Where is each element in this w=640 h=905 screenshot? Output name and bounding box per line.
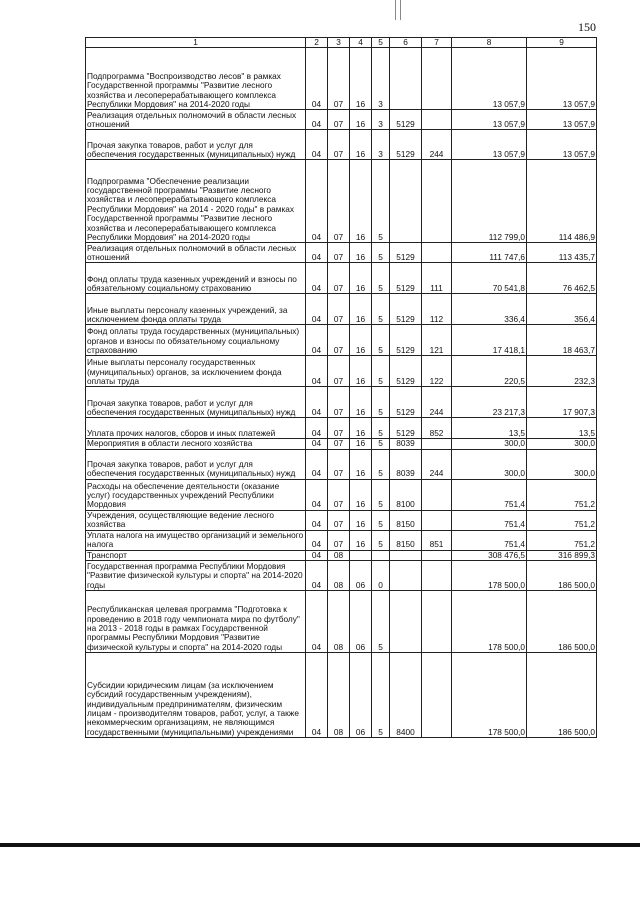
cell-c2: 04 — [306, 653, 328, 738]
cell-c8: 220,5 — [452, 356, 527, 387]
cell-c6: 8039 — [390, 439, 422, 449]
cell-c6: 8100 — [390, 479, 422, 510]
table-row — [86, 479, 597, 510]
cell-c5 — [372, 550, 390, 560]
cell-c4: 16 — [350, 418, 372, 439]
table-row — [86, 387, 597, 418]
cell-c9: 186 500,0 — [527, 561, 597, 591]
cell-c7 — [422, 439, 452, 449]
cell-c4: 16 — [350, 439, 372, 449]
cell-c2: 04 — [306, 510, 328, 530]
table-row — [86, 110, 597, 130]
cell-c6: 5129 — [390, 263, 422, 294]
cell-c8: 751,4 — [452, 479, 527, 510]
cell-c5: 5 — [372, 479, 390, 510]
cell-c4: 16 — [350, 130, 372, 160]
row-name-cell: Фонд оплаты труда государственных (муниципальных) органов и взносы по обязательному социальному страхованию — [86, 325, 306, 356]
cell-c6: 5129 — [390, 387, 422, 418]
cell-c2: 04 — [306, 449, 328, 479]
cell-c8: 178 500,0 — [452, 653, 527, 738]
cell-c5: 5 — [372, 243, 390, 263]
cell-c3: 08 — [328, 653, 350, 738]
cell-c3: 07 — [328, 160, 350, 243]
cell-c7: 112 — [422, 294, 452, 325]
cell-c3: 07 — [328, 530, 350, 550]
cell-c9: 13,5 — [527, 418, 597, 439]
cell-c4: 06 — [350, 591, 372, 653]
cell-c2: 04 — [306, 356, 328, 387]
cell-c3: 07 — [328, 325, 350, 356]
cell-c3: 07 — [328, 130, 350, 160]
cell-c4: 16 — [350, 479, 372, 510]
column-header: 1 — [86, 38, 306, 48]
bottom-rule — [0, 843, 640, 847]
cell-c9: 356,4 — [527, 294, 597, 325]
cell-c3: 07 — [328, 294, 350, 325]
cell-c4: 16 — [350, 263, 372, 294]
cell-c5: 5 — [372, 263, 390, 294]
cell-c3: 07 — [328, 510, 350, 530]
cell-c8: 23 217,3 — [452, 387, 527, 418]
cell-c4: 06 — [350, 653, 372, 738]
cell-c9: 316 899,3 — [527, 550, 597, 560]
cell-c9: 17 907,3 — [527, 387, 597, 418]
cell-c4: 16 — [350, 243, 372, 263]
cell-c2: 04 — [306, 530, 328, 550]
cell-c5: 5 — [372, 294, 390, 325]
row-name-cell: Учреждения, осуществляющие ведение лесного хозяйства — [86, 510, 306, 530]
cell-c9: 113 435,7 — [527, 243, 597, 263]
cell-c8: 111 747,6 — [452, 243, 527, 263]
cell-c9: 13 057,9 — [527, 130, 597, 160]
column-header: 2 — [306, 38, 328, 48]
cell-c4: 16 — [350, 530, 372, 550]
cell-c7: 852 — [422, 418, 452, 439]
cell-c7 — [422, 479, 452, 510]
cell-c9: 300,0 — [527, 449, 597, 479]
cell-c7 — [422, 48, 452, 110]
cell-c9: 300,0 — [527, 439, 597, 449]
cell-c3: 07 — [328, 48, 350, 110]
cell-c6: 5129 — [390, 356, 422, 387]
cell-c4: 16 — [350, 325, 372, 356]
cell-c6: 5129 — [390, 294, 422, 325]
cell-c7: 244 — [422, 449, 452, 479]
cell-c5: 5 — [372, 510, 390, 530]
cell-c7: 121 — [422, 325, 452, 356]
cell-c2: 04 — [306, 387, 328, 418]
cell-c4: 16 — [350, 510, 372, 530]
cell-c5: 5 — [372, 653, 390, 738]
table-row — [86, 160, 597, 243]
cell-c6: 5129 — [390, 325, 422, 356]
cell-c5: 5 — [372, 325, 390, 356]
cell-c7 — [422, 110, 452, 130]
cell-c5: 5 — [372, 591, 390, 653]
cell-c7 — [422, 591, 452, 653]
cell-c3: 07 — [328, 263, 350, 294]
table-row — [86, 439, 597, 449]
cell-c7: 122 — [422, 356, 452, 387]
cell-c3: 07 — [328, 439, 350, 449]
row-name-cell: Уплата прочих налогов, сборов и иных платежей — [86, 418, 306, 439]
budget-table — [85, 37, 597, 738]
cell-c3: 07 — [328, 356, 350, 387]
cell-c4: 16 — [350, 356, 372, 387]
cell-c9: 751,2 — [527, 510, 597, 530]
binding-mark — [395, 0, 401, 20]
cell-c9: 186 500,0 — [527, 653, 597, 738]
row-name-cell: Прочая закупка товаров, работ и услуг для обеспечения государственных (муниципальных) нужд — [86, 130, 306, 160]
table-row — [86, 130, 597, 160]
cell-c5: 5 — [372, 439, 390, 449]
table-row — [86, 294, 597, 325]
cell-c5: 5 — [372, 449, 390, 479]
cell-c9: 186 500,0 — [527, 591, 597, 653]
column-header: 6 — [390, 38, 422, 48]
cell-c9: 18 463,7 — [527, 325, 597, 356]
cell-c9: 13 057,9 — [527, 48, 597, 110]
cell-c7 — [422, 243, 452, 263]
cell-c2: 04 — [306, 561, 328, 591]
cell-c8: 70 541,8 — [452, 263, 527, 294]
cell-c8: 13 057,9 — [452, 110, 527, 130]
cell-c7: 851 — [422, 530, 452, 550]
table-row — [86, 243, 597, 263]
cell-c8: 300,0 — [452, 449, 527, 479]
cell-c5: 5 — [372, 418, 390, 439]
row-name-cell: Республиканская целевая программа "Подготовка к проведению в 2018 году чемпионата мира по футболу" на 2013 - 2018 годы в рамках Государственной программы Республики Мордовия "Развитие физической культуры и спорта" на 2014-2020 годы — [86, 591, 306, 653]
cell-c6 — [390, 48, 422, 110]
table-row — [86, 325, 597, 356]
cell-c4: 16 — [350, 48, 372, 110]
cell-c6: 5129 — [390, 110, 422, 130]
cell-c7: 244 — [422, 130, 452, 160]
cell-c3: 08 — [328, 591, 350, 653]
row-name-cell: Подпрограмма "Воспроизводство лесов" в рамках Государственной программы "Развитие лесного хозяйства и лесоперерабатывающего комплекса Республики Мордовия" на 2014-2020 годы — [86, 48, 306, 110]
row-name-cell: Транспорт — [86, 550, 306, 560]
row-name-cell: Расходы на обеспечение деятельности (оказание услуг) государственных учреждений Республики Мордовия — [86, 479, 306, 510]
row-name-cell: Иные выплаты персоналу казенных учреждений, за исключением фонда оплаты труда — [86, 294, 306, 325]
cell-c9: 13 057,9 — [527, 110, 597, 130]
table-row — [86, 561, 597, 591]
cell-c8: 17 418,1 — [452, 325, 527, 356]
cell-c6: 5129 — [390, 243, 422, 263]
cell-c3: 07 — [328, 110, 350, 130]
cell-c2: 04 — [306, 243, 328, 263]
cell-c2: 04 — [306, 550, 328, 560]
cell-c6 — [390, 591, 422, 653]
table-row — [86, 263, 597, 294]
cell-c9: 232,3 — [527, 356, 597, 387]
cell-c5: 5 — [372, 356, 390, 387]
cell-c2: 04 — [306, 418, 328, 439]
cell-c3: 07 — [328, 243, 350, 263]
cell-c4: 16 — [350, 294, 372, 325]
cell-c9: 114 486,9 — [527, 160, 597, 243]
cell-c3: 08 — [328, 550, 350, 560]
cell-c2: 04 — [306, 48, 328, 110]
cell-c6: 5129 — [390, 130, 422, 160]
table-row — [86, 418, 597, 439]
cell-c9: 751,2 — [527, 530, 597, 550]
cell-c7 — [422, 561, 452, 591]
cell-c6: 8039 — [390, 449, 422, 479]
cell-c4 — [350, 550, 372, 560]
cell-c2: 04 — [306, 294, 328, 325]
cell-c7: 111 — [422, 263, 452, 294]
cell-c9: 751,2 — [527, 479, 597, 510]
column-header: 8 — [452, 38, 527, 48]
cell-c4: 16 — [350, 160, 372, 243]
table-row — [86, 530, 597, 550]
column-header: 3 — [328, 38, 350, 48]
page-number: 150 — [578, 20, 596, 34]
cell-c7: 244 — [422, 387, 452, 418]
cell-c8: 13 057,9 — [452, 48, 527, 110]
cell-c6 — [390, 160, 422, 243]
cell-c5: 3 — [372, 130, 390, 160]
cell-c6 — [390, 561, 422, 591]
cell-c8: 178 500,0 — [452, 561, 527, 591]
row-name-cell: Государственная программа Республики Мордовия "Развитие физической культуры и спорта" на 2014-2020 годы — [86, 561, 306, 591]
cell-c8: 336,4 — [452, 294, 527, 325]
cell-c8: 112 799,0 — [452, 160, 527, 243]
row-name-cell: Мероприятия в области лесного хозяйства — [86, 439, 306, 449]
cell-c3: 07 — [328, 449, 350, 479]
cell-c4: 16 — [350, 387, 372, 418]
cell-c3: 07 — [328, 479, 350, 510]
column-header: 9 — [527, 38, 597, 48]
cell-c5: 5 — [372, 160, 390, 243]
cell-c8: 13,5 — [452, 418, 527, 439]
row-name-cell: Прочая закупка товаров, работ и услуг для обеспечения государственных (муниципальных) нужд — [86, 387, 306, 418]
row-name-cell: Иные выплаты персоналу государственных (муниципальных) органов, за исключением фонда оплаты труда — [86, 356, 306, 387]
cell-c7 — [422, 653, 452, 738]
column-header: 7 — [422, 38, 452, 48]
cell-c8: 308 476,5 — [452, 550, 527, 560]
row-name-cell: Реализация отдельных полномочий в области лесных отношений — [86, 243, 306, 263]
table-row — [86, 653, 597, 738]
table-row — [86, 550, 597, 560]
cell-c8: 751,4 — [452, 530, 527, 550]
cell-c2: 04 — [306, 325, 328, 356]
table-row — [86, 591, 597, 653]
cell-c6: 8400 — [390, 653, 422, 738]
cell-c5: 3 — [372, 48, 390, 110]
cell-c2: 04 — [306, 591, 328, 653]
row-name-cell: Подпрограмма "Обеспечение реализации государственной программы "Развитие лесного хозяйства и лесоперерабатывающего комплекса Республики Мордовия" на 2014 - 2020 годы" в рамках Государственной программы "Развитие лесного хозяйства и лесоперерабатывающего комплекса Республики Мордовия" на 2014-2020 годы — [86, 160, 306, 243]
cell-c6 — [390, 550, 422, 560]
row-name-cell: Субсидии юридическим лицам (за исключением субсидий государственным учреждениям), индивидуальным предпринимателям, физическим лицам - производителям товаров, работ, услуг, а также некоммерческим организациям, не являющимся государственными (муниципальными) учреждениями — [86, 653, 306, 738]
column-header: 4 — [350, 38, 372, 48]
cell-c8: 751,4 — [452, 510, 527, 530]
cell-c3: 07 — [328, 418, 350, 439]
cell-c8: 300,0 — [452, 439, 527, 449]
table-row — [86, 449, 597, 479]
row-name-cell: Прочая закупка товаров, работ и услуг для обеспечения государственных (муниципальных) нужд — [86, 449, 306, 479]
cell-c4: 16 — [350, 449, 372, 479]
cell-c8: 178 500,0 — [452, 591, 527, 653]
header-row — [86, 38, 597, 48]
row-name-cell: Фонд оплаты труда казенных учреждений и взносы по обязательному социальному страхованию — [86, 263, 306, 294]
table-row — [86, 510, 597, 530]
row-name-cell: Уплата налога на имущество организаций и земельного налога — [86, 530, 306, 550]
cell-c7 — [422, 550, 452, 560]
cell-c2: 04 — [306, 263, 328, 294]
cell-c9: 76 462,5 — [527, 263, 597, 294]
cell-c7 — [422, 510, 452, 530]
cell-c5: 3 — [372, 110, 390, 130]
cell-c4: 06 — [350, 561, 372, 591]
cell-c3: 07 — [328, 387, 350, 418]
cell-c8: 13 057,9 — [452, 130, 527, 160]
cell-c5: 5 — [372, 530, 390, 550]
table-body — [86, 48, 597, 738]
cell-c6: 5129 — [390, 418, 422, 439]
cell-c6: 8150 — [390, 530, 422, 550]
cell-c6: 8150 — [390, 510, 422, 530]
table-row — [86, 356, 597, 387]
cell-c2: 04 — [306, 130, 328, 160]
cell-c5: 5 — [372, 387, 390, 418]
cell-c2: 04 — [306, 160, 328, 243]
cell-c4: 16 — [350, 110, 372, 130]
cell-c2: 04 — [306, 110, 328, 130]
column-header: 5 — [372, 38, 390, 48]
table-row — [86, 48, 597, 110]
cell-c7 — [422, 160, 452, 243]
cell-c2: 04 — [306, 439, 328, 449]
cell-c3: 08 — [328, 561, 350, 591]
row-name-cell: Реализация отдельных полномочий в области лесных отношений — [86, 110, 306, 130]
cell-c5: 0 — [372, 561, 390, 591]
cell-c2: 04 — [306, 479, 328, 510]
